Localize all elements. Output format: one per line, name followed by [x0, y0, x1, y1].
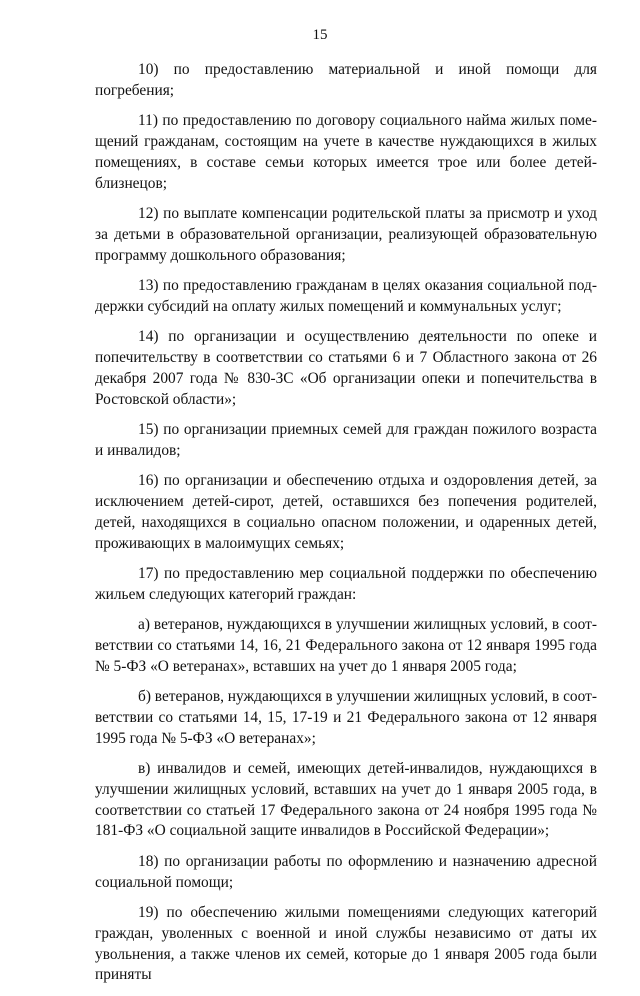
paragraph-item-16: 16) по организации и обеспечению отдыха и оздоровления детей, за исключением детей-сирот, детей, оставшихся без попечения родителей, детей, находящихся в социально опасном положении, и одаренных детей, проживающих в малоимущих семьях;	[95, 472, 597, 552]
paragraph-item-14: 14) по организации и осуществлению деятельности по опеке и попечительству в соответствии со статьями 6 и 7 Областного закона от 26 декабря 2007 года № 830-ЗС «Об организации опеки и попечительства в Ростовской области»;	[95, 328, 597, 408]
paragraph-item-19: 19) по обеспечению жилыми помещениями следующих категорий граждан, уволенных с военной и иной службы независимо от даты их увольнения, а также членов их семей, которые до 1 января 2005 года были приняты	[95, 904, 597, 984]
paragraph-item-12: 12) по выплате компенсации родительской платы за присмотр и уход за детьми в образовательной организации, реализующей образовательную программу дошкольного образования;	[95, 204, 597, 264]
document-body	[95, 60, 597, 996]
paragraph-item-15: 15) по организации приемных семей для граждан пожилого возраста и инвалидов;	[95, 420, 597, 459]
paragraph-subitem-a: а) ветеранов, нуждающихся в улучшении жилищных условий, в соответствии со статьями 14, 16, 21 Федерального закона от 12 января 1995 года № 5-ФЗ «О ветеранах», вставших на учет до 1 января 2005 года;	[95, 616, 597, 675]
paragraph-subitem-v: в) инвалидов и семей, имеющих детей-инвалидов, нуждающихся в улучшении жилищных условий, вставших на учет до 1 января 2005 года, в соответствии со статьей 17 Федерального закона от 24 ноября 1995 года № 181-ФЗ «О социальной защите инвалидов в Российской Федерации»;	[95, 760, 597, 840]
paragraph-subitem-b: б) ветеранов, нуждающихся в улучшении жилищных условий, в соответствии со статьями 14, 15, 17-19 и 21 Федерального закона от 12 января 1995 года № 5-ФЗ «О ветеранах»;	[95, 688, 597, 747]
paragraph-item-18: 18) по организации работы по оформлению и назначению адресной социальной помощи;	[95, 852, 597, 891]
page-number: 15	[312, 27, 328, 43]
paragraph-item-10: 10) по предоставлению материальной и иной помощи для погребения;	[95, 61, 597, 99]
paragraph-item-11: 11) по предоставлению по договору социального найма жилых помещений гражданам, состоящим на учете в качестве нуждающихся в жилых помещениях, в составе семьи которых имеется трое или более детей-близнецов;	[95, 112, 597, 192]
paragraph-item-17: 17) по предоставлению мер социальной поддержки по обеспечению жильем следующих категорий граждан:	[95, 564, 597, 603]
paragraph-item-13: 13) по предоставлению гражданам в целях оказания социальной поддержки субсидий на оплату жилых помещений и коммунальных услуг;	[95, 276, 597, 315]
